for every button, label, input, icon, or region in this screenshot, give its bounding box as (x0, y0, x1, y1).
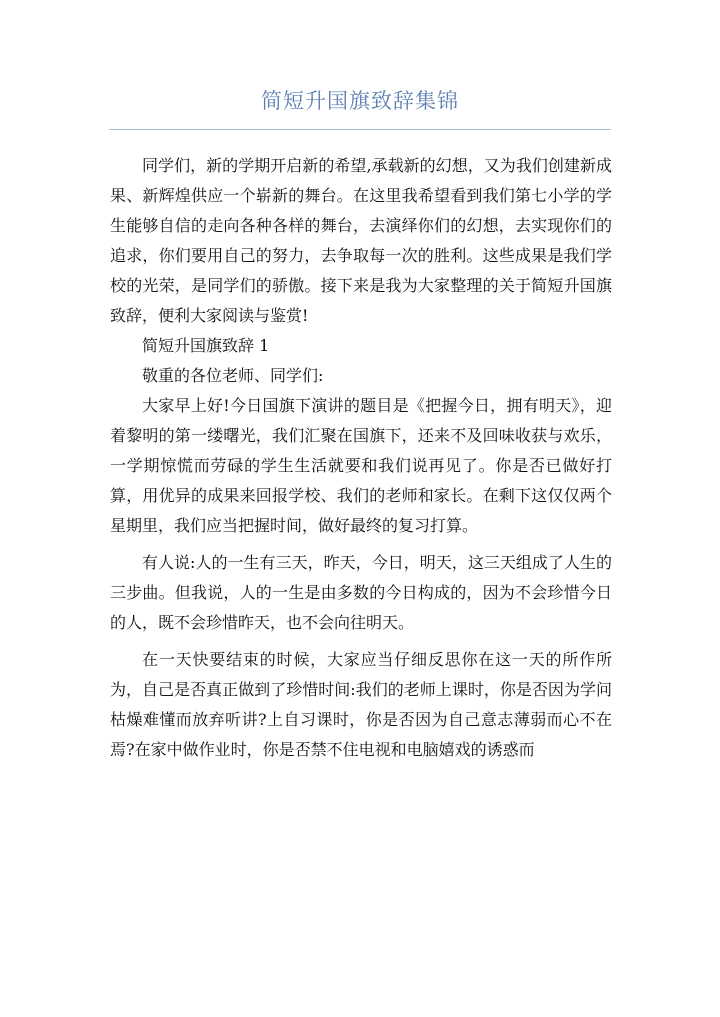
document-body (110, 151, 612, 765)
paragraph-speech-3: 在一天快要结束的时候，大家应当仔细反思你在这一天的所作所为，自己是否真正做到了珍惜时间:我们的老师上课时，你是否因为学问枯燥难懂而放弃听讲?上自习课时，你是否因为自己意志薄弱而心不在焉?在家中做作业时，你是否禁不住电视和电脑嬉戏的诱惑而 (110, 650, 612, 759)
paragraph-intro: 同学们，新的学期开启新的希望,承载新的幻想，又为我们创建新成果、新辉煌供应一个崭新的舞台。在这里我希望看到我们第七小学的学生能够自信的走向各种各样的舞台，去演绎你们的幻想，去实现你们的追求，你们要用自己的努力，去争取每一次的胜利。这些成果是我们学校的光荣，是同学们的骄傲。接下来是我为大家整理的关于简短升国旗致辞，便利大家阅读与鉴赏! (110, 156, 612, 325)
salutation: 敬重的各位老师、同学们: (142, 366, 324, 385)
section-heading: 简短升国旗致辞 1 (142, 336, 270, 355)
title-divider (109, 129, 611, 130)
document-title: 简短升国旗致辞集锦 (261, 89, 459, 113)
paragraph-speech-1: 大家早上好!今日国旗下演讲的题目是《把握今日，拥有明天》，迎着黎明的第一缕曙光，我们汇聚在国旗下，还来不及回味收获与欢乐，一学期惊慌而劳碌的学生生活就要和我们说再见了。你是否已做好打算，用优异的成果来回报学校、我们的老师和家长。在剩下这仅仅两个星期里，我们应当把握时间，做好最终的复习打算。 (110, 396, 612, 535)
paragraph-speech-2: 有人说:人的一生有三天，昨天，今日，明天，这三天组成了人生的三步曲。但我说，人的一生是由多数的今日构成的，因为不会珍惜今日的人，既不会珍惜昨天，也不会向往明天。 (110, 553, 612, 632)
